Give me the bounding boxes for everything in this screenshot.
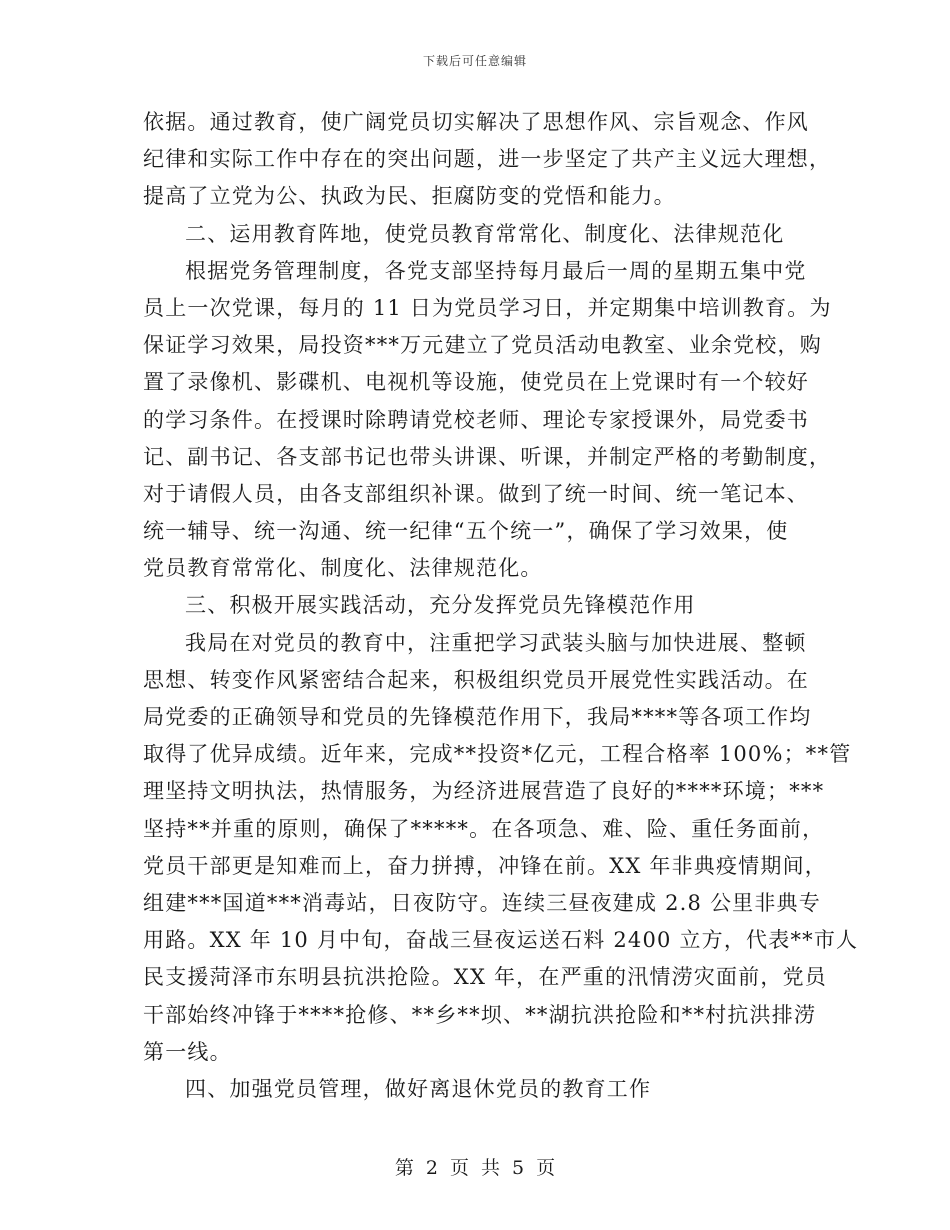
paragraph-line: 党员干部更是知难而上，奋力拼搏，冲锋在前。XX 年非典疫情期间， <box>143 853 827 878</box>
paragraph-line: 保证学习效果，局投资***万元建立了党员活动电教室、业余党校，购 <box>143 333 822 358</box>
paragraph-line: 依据。通过教育，使广阔党员切实解决了思想作风、宗旨观念、作风 <box>143 110 809 134</box>
paragraph-line: 干部始终冲锋于****抢修、**乡**坝、**湖抗洪抢险和**村抗洪排涝 <box>143 1002 817 1027</box>
paragraph-line: 纪律和实际工作中存在的突出问题，进一步坚定了共产主义远大理想， <box>143 147 832 172</box>
paragraph-line: 根据党务管理制度，各党支部坚持每月最后一周的星期五集中党 <box>185 258 807 283</box>
paragraph-line: 记、副书记、各支部书记也带头讲课、听课，并制定严格的考勤制度， <box>143 444 832 469</box>
section-heading-4: 四、加强党员管理，做好离退休党员的教育工作 <box>185 1076 652 1101</box>
paragraph-line: 提高了立党为公、执政为民、拒腐防变的党悟和能力。 <box>143 184 676 209</box>
paragraph-line: 取得了优异成绩。近年来，完成**投资*亿元，工程合格率 100%；**管 <box>143 742 852 767</box>
paragraph-line: 民支援菏泽市东明县抗洪抢险。XX 年，在严重的汛情涝灾面前，党员 <box>143 965 827 990</box>
section-heading-3: 三、积极开展实践活动，充分发挥党员先锋模范作用 <box>185 593 696 618</box>
paragraph-line: 用路。XX 年 10 月中旬，奋战三昼夜运送石料 2400 立方，代表**市人 <box>143 928 859 953</box>
paragraph-line: 思想、转变作风紧密结合起来，积极组织党员开展党性实践活动。在 <box>143 667 809 692</box>
paragraph-line: 理坚持文明执法，热情服务，为经济进展营造了良好的****环境；*** <box>143 779 825 804</box>
paragraph-line: 坚持**并重的原则，确保了*****。在各项急、难、险、重任务面前， <box>143 816 825 841</box>
section-heading-2: 二、运用教育阵地，使党员教育常常化、制度化、法律规范化 <box>185 221 785 246</box>
paragraph-line: 我局在对党员的教育中，注重把学习武装头脑与加快进展、整顿 <box>185 630 807 655</box>
paragraph-line: 置了录像机、影碟机、电视机等设施，使党员在上党课时有一个较好 <box>143 370 809 395</box>
paragraph-line: 统一辅导、统一沟通、统一纪律“五个统一”，确保了学习效果，使 <box>143 519 789 544</box>
page-number: 第 2 页 共 5 页 <box>394 1157 556 1179</box>
page-header-note: 下载后可任意编辑 <box>422 54 527 68</box>
paragraph-line: 的学习条件。在授课时除聘请党校老师、理论专家授课外，局党委书 <box>143 407 809 432</box>
paragraph-line: 局党委的正确领导和党员的先锋模范作用下，我局****等各项工作均 <box>143 705 812 729</box>
paragraph-line: 员上一次党课，每月的 11 日为党员学习日，并定期集中培训教育。为 <box>143 295 832 320</box>
paragraph-line: 党员教育常常化、制度化、法律规范化。 <box>143 556 543 581</box>
document-body <box>143 104 859 1108</box>
paragraph-line: 组建***国道***消毒站，日夜防守。连续三昼夜建成 2.8 公里非典专 <box>143 890 821 915</box>
paragraph-line: 对于请假人员，由各支部组织补课。做到了统一时间、统一笔记本、 <box>143 481 809 506</box>
paragraph-line: 第一线。 <box>143 1039 232 1064</box>
